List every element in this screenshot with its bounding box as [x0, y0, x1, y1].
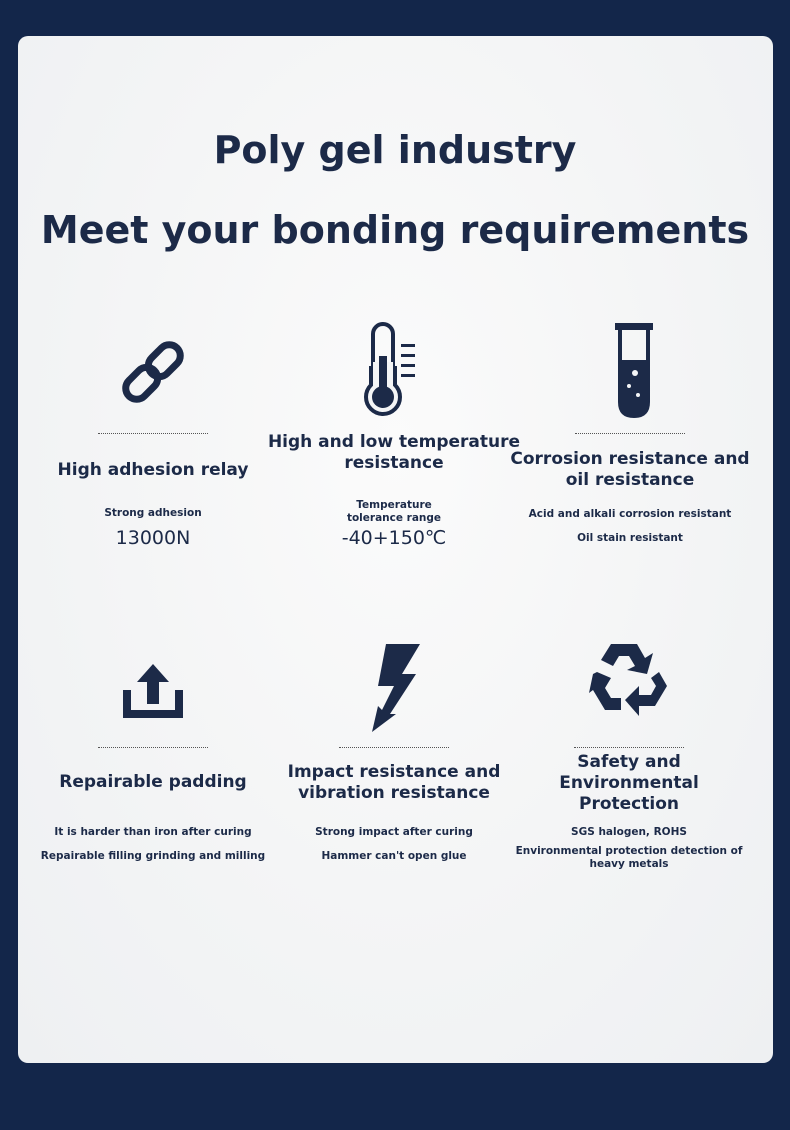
page-title: Poly gel industry	[213, 128, 577, 172]
divider	[574, 747, 684, 748]
test-tube-icon	[500, 322, 760, 418]
upload-tray-icon	[23, 662, 283, 722]
feature-line-2: Oil stain resistant	[577, 532, 683, 544]
feature-title: Safety and Environmental Protection	[559, 752, 699, 814]
feature-line-2: Repairable filling grinding and milling	[40, 850, 266, 862]
link-icon	[23, 332, 283, 412]
feature-value: -40+150℃	[341, 527, 447, 549]
divider	[98, 433, 208, 434]
lightning-icon	[264, 642, 524, 734]
page-subtitle: Meet your bonding requirements	[40, 208, 750, 252]
recycle-icon	[499, 640, 759, 718]
feature-label: Temperature tolerance range	[346, 499, 442, 524]
feature-line-1: Acid and alkali corrosion resistant	[528, 508, 732, 520]
divider	[575, 433, 685, 434]
feature-line-1: It is harder than iron after curing	[54, 826, 252, 838]
content-card	[18, 36, 773, 1063]
feature-title: Impact resistance and vibration resistance	[287, 762, 501, 803]
thermometer-icon	[264, 322, 524, 418]
feature-title: Corrosion resistance and oil resistance	[510, 449, 750, 490]
feature-label: Strong adhesion	[104, 507, 202, 519]
feature-line-2: Environmental protection detection of heavy metals	[515, 845, 743, 870]
feature-value: 13000N	[115, 527, 191, 549]
divider	[339, 747, 449, 748]
feature-line-1: Strong impact after curing	[315, 826, 473, 838]
divider	[98, 747, 208, 748]
feature-title: High and low temperature resistance	[267, 432, 521, 473]
feature-title: Repairable padding	[59, 772, 247, 792]
feature-line-2: Hammer can't open glue	[321, 850, 467, 862]
feature-line-1: SGS halogen, ROHS	[571, 826, 687, 838]
feature-title: High adhesion relay	[57, 460, 249, 480]
